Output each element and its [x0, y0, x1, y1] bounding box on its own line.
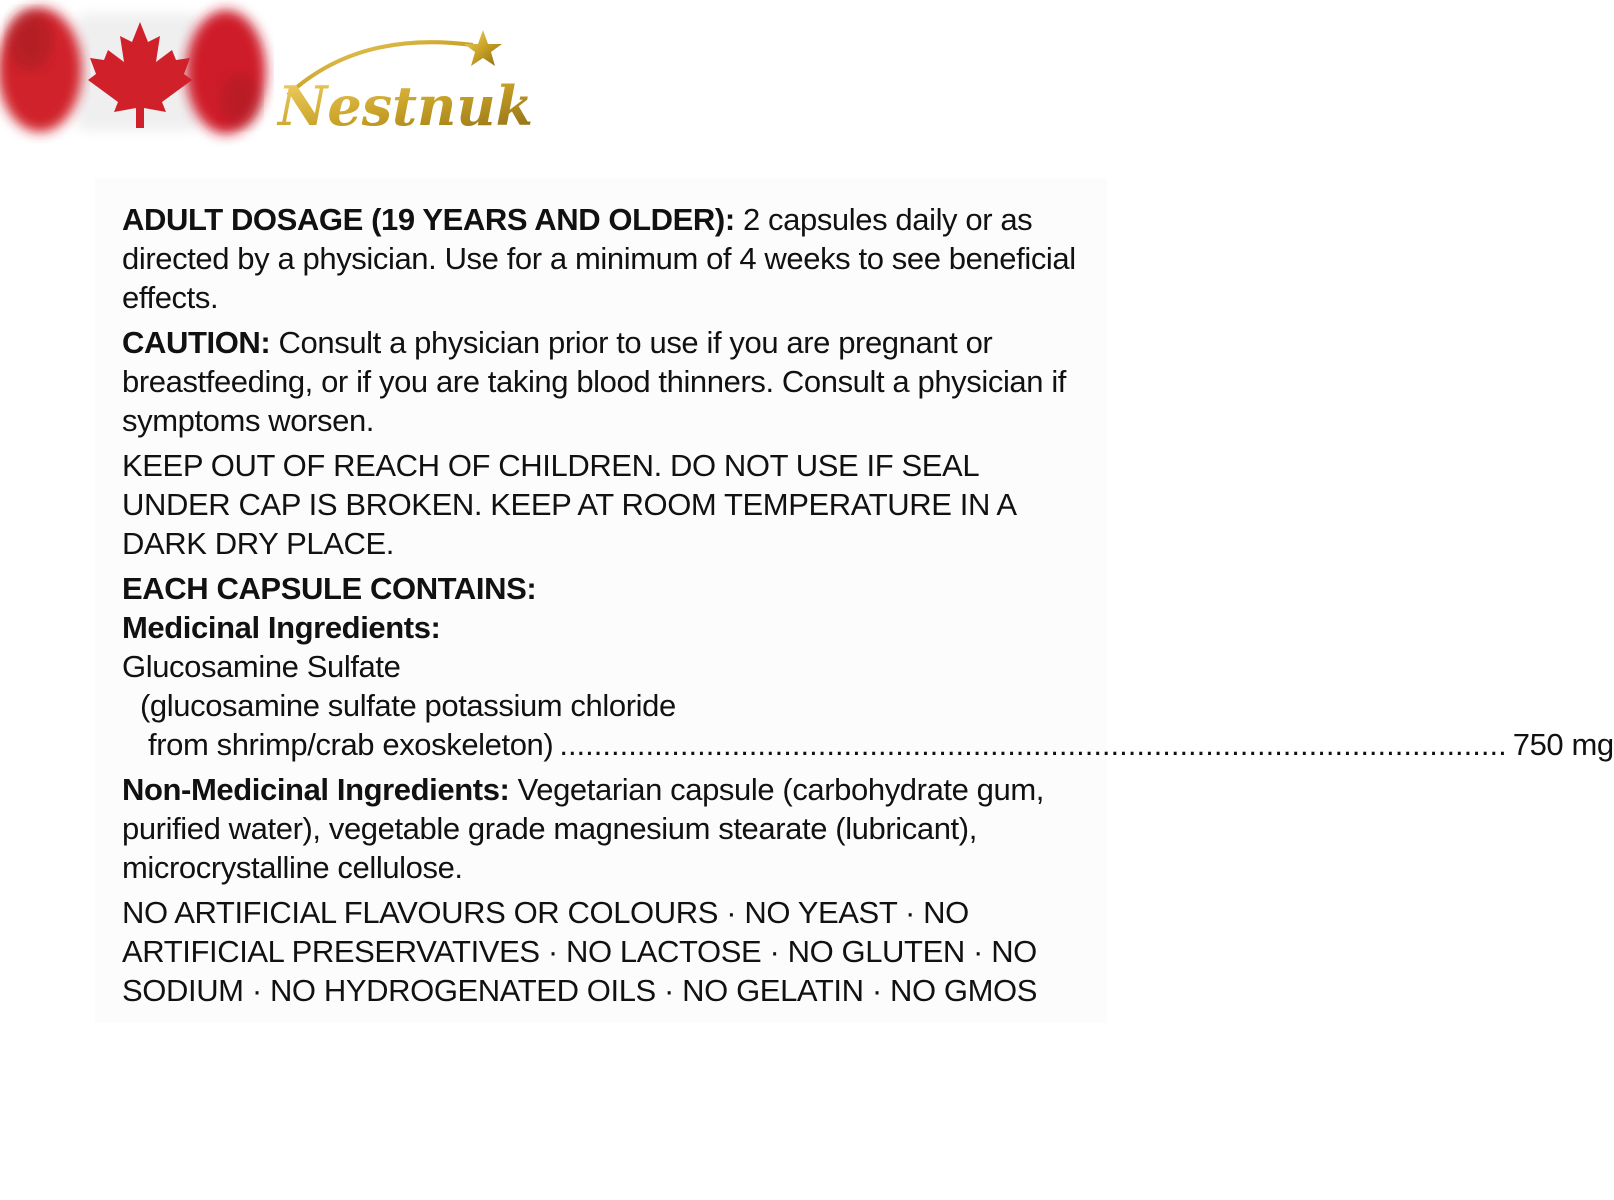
- ingredient-detail: (glucosamine sulfate potassium chloride: [140, 688, 676, 723]
- ingredient-source-row: [122, 725, 1614, 764]
- brand-header: [0, 0, 560, 160]
- caution-label: CAUTION:: [122, 325, 271, 360]
- ingredient-name: Glucosamine Sulfate: [122, 649, 401, 684]
- dot-leader: ..............................................................................................................: [559, 727, 1507, 762]
- label-content: [122, 200, 1614, 1016]
- dosage-label: ADULT DOSAGE (19 YEARS AND OLDER):: [122, 202, 735, 237]
- caution-section: [122, 323, 1087, 440]
- caution-text: Consult a physician prior to use if you are pregnant or breastfeeding, or if you are taking blood thinners. Consult a physician if symptoms worsen.: [122, 325, 1067, 438]
- dosage-section: [122, 200, 1087, 317]
- non-medicinal-label: Non-Medicinal Ingredients:: [122, 772, 510, 807]
- ingredient-source: from shrimp/crab exoskeleton): [148, 727, 554, 762]
- non-medicinal-section: [122, 770, 1087, 887]
- medicinal-heading: Medicinal Ingredients:: [122, 610, 441, 645]
- dosage-text: 2 capsules daily or as directed by a physician. Use for a minimum of 4 weeks to see beneficial effects.: [122, 202, 1076, 315]
- non-medicinal-text: Vegetarian capsule (carbohydrate gum, purified water), vegetable grade magnesium stearate (lubricant), microcrystalline cellulose.: [122, 772, 1044, 885]
- contents-heading: EACH CAPSULE CONTAINS:: [122, 571, 537, 606]
- ingredient-dose: 750 mg: [1512, 727, 1614, 762]
- svg-text:Nestnuk: Nestnuk: [278, 74, 533, 138]
- warning-text: KEEP OUT OF REACH OF CHILDREN. DO NOT USE IF SEAL UNDER CAP IS BROKEN. KEEP AT ROOM TEMPERATURE IN A DARK DRY PLACE.: [122, 448, 1016, 561]
- free-from-text: NO ARTIFICIAL FLAVOURS OR COLOURS · NO YEAST · NO ARTIFICIAL PRESERVATIVES · NO LACTOSE · NO GLUTEN · NO SODIUM · NO HYDROGENATED OILS · NO GELATIN · NO GMOS: [122, 895, 1038, 1008]
- nestnuk-logo: [268, 20, 533, 150]
- canada-flag-icon: [0, 0, 270, 150]
